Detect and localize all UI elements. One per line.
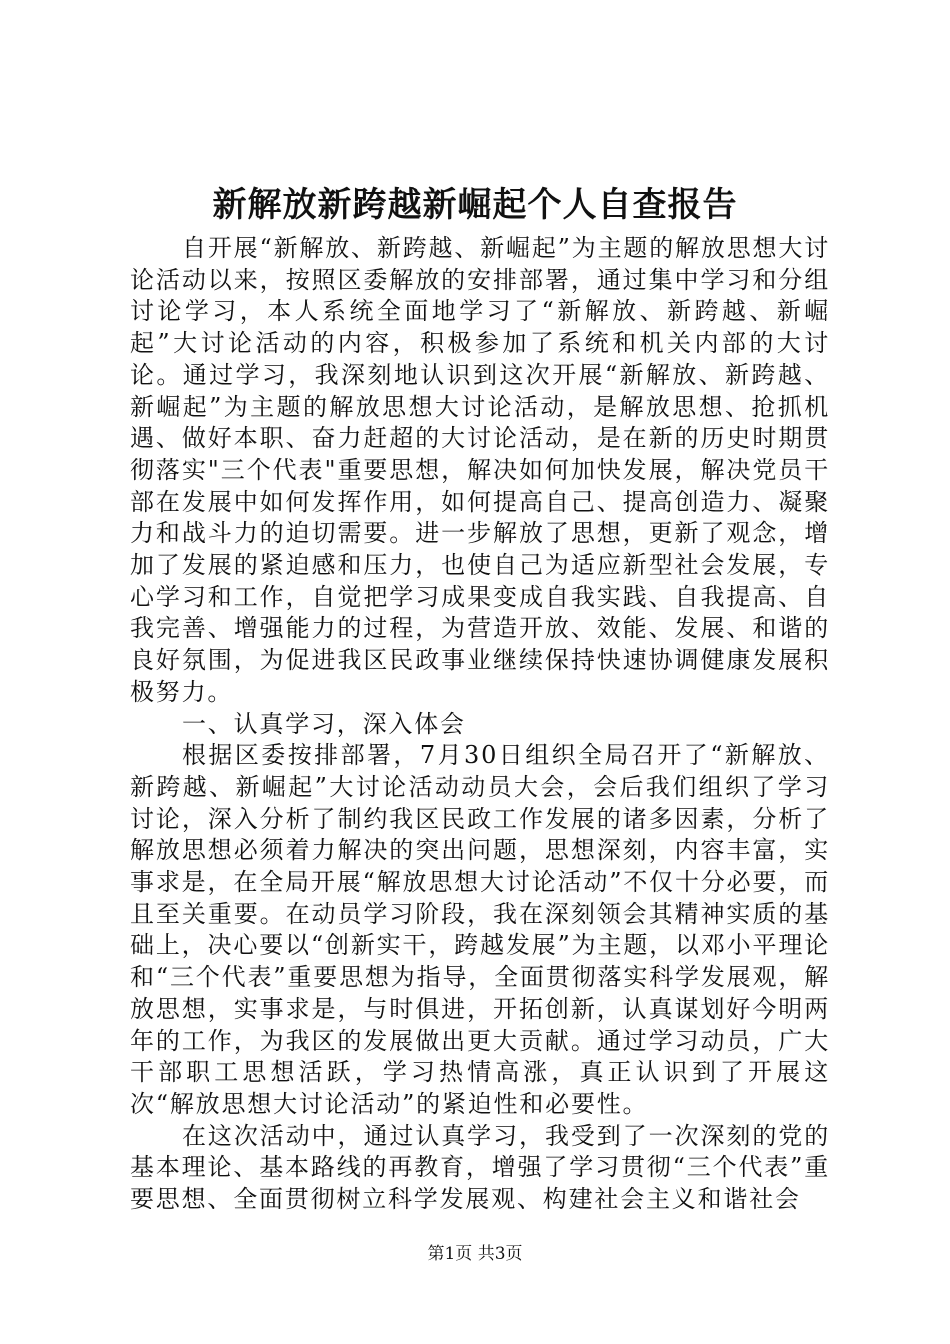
document-body: [130, 233, 830, 1216]
document-title: 新解放新跨越新崛起个人自查报告: [212, 185, 738, 225]
paragraph-section-1: 根据区委按排部署，7月30日组织全局召开了“新解放、新跨越、新崛起”大讨论活动动员大会，会后我们组织了学习讨论，深入分析了制约我区民政工作发展的诸多因素，分析了解放思想必须着力解决的突出问题，思想深刻，内容丰富，实事求是，在全局开展“解放思想大讨论活动”不仅十分必要，而且至关重要。在动员学习阶段，我在深刻领会其精神实质的基础上，决心要以“创新实干，跨越发展”为主题，以邓小平理论和“三个代表”重要思想为指导，全面贯彻落实科学发展观，解放思想，实事求是，与时俱进，开拓创新，认真谋划好今明两年的工作，为我区的发展做出更大贡献。通过学习动员，广大干部职工思想活跃，学习热情高涨，真正认识到了开展这次“解放思想大讨论活动”的紧迫性和必要性。: [130, 741, 830, 1118]
page-number: 第1页 共3页: [427, 1244, 523, 1264]
paragraph-activity: 在这次活动中，通过认真学习，我受到了一次深刻的党的基本理论、基本路线的再教育，增强了学习贯彻“三个代表”重要思想、全面贯彻树立科学发展观、构建社会主义和谐社会: [130, 1121, 830, 1214]
section-heading-1: 一、认真学习，深入体会: [182, 709, 466, 738]
paragraph-intro: 自开展“新解放、新跨越、新崛起”为主题的解放思想大讨论活动以来，按照区委解放的安排部署，通过集中学习和分组讨论学习，本人系统全面地学习了“新解放、新跨越、新崛起”大讨论活动的内容，积极参加了系统和机关内部的大讨论。通过学习，我深刻地认识到这次开展“新解放、新跨越、新崛起”为主题的解放思想大讨论活动，是解放思想、抢抓机遇、做好本职、奋力赶超的大讨论活动，是在新的历史时期贯彻落实"三个代表"重要思想，解决如何加快发展，解决党员干部在发展中如何发挥作用，如何提高自己、提高创造力、凝聚力和战斗力的迫切需要。进一步解放了思想，更新了观念，增加了发展的紧迫感和压力，也使自己为适应新型社会发展，专心学习和工作，自觉把学习成果变成自我实践、自我提高、自我完善、增强能力的过程，为营造开放、效能、发展、和谐的良好氛围，为促进我区民政事业继续保持快速协调健康发展积极努力。: [130, 234, 830, 706]
